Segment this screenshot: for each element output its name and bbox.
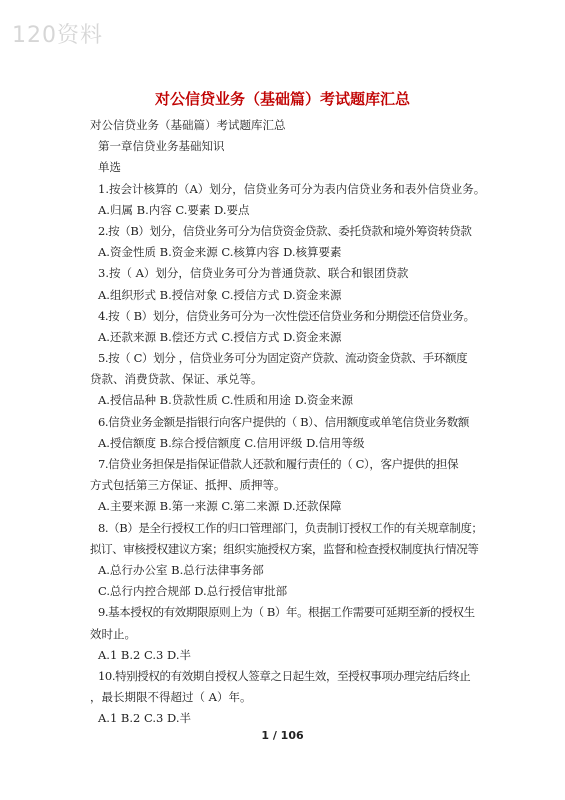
question-7-line-2: 方式包括第三方保证、抵押、质押等。 — [90, 478, 286, 493]
document-title: 对公信贷业务（基础篇）考试题库汇总 — [154, 90, 410, 108]
question-10-line-1: 10.特别授权的有效期自授权人签章之日起生效，至授权事项办理完结后终止 — [98, 668, 471, 683]
subtitle-line: 对公信贷业务（基础篇）考试题库汇总 — [90, 118, 286, 132]
watermark: 120资料 — [12, 23, 103, 48]
document-body — [90, 115, 493, 729]
options-1: A.归属 B.内容 C.要素 D.要点 — [98, 202, 250, 217]
question-2: 2.按（B）划分，信贷业务可分为信贷资金贷款、委托贷款和境外筹资转贷款 — [98, 223, 472, 238]
question-4: 4.按（ B）划分，信贷业务可分为一次性偿还信贷业务和分期偿还信贷业务。 — [98, 308, 475, 323]
options-8-line-1: A.总行办公室 B.总行法律事务部 — [98, 562, 264, 577]
options-8-line-2: C.总行内控合规部 D.总行授信审批部 — [98, 584, 288, 599]
page-number: 1 / 106 — [261, 729, 304, 742]
section-heading: 单选 — [98, 160, 121, 175]
question-9-line-1: 9.基本授权的有效期限原则上为（ B）年。根据工作需要可延期至新的授权生 — [98, 605, 475, 620]
options-3: A.组织形式 B.授信对象 C.授信方式 D.资金来源 — [98, 287, 342, 302]
options-10: A.1 B.2 C.3 D.半 — [98, 711, 191, 726]
question-1: 1.按会计核算的（A）划分，信贷业务可分为表内信贷业务和表外信贷业务。 — [98, 181, 486, 196]
question-8-line-2: 拟订、审核授权建议方案；组织实施授权方案，监督和检查授权制度执行情况等 — [90, 541, 479, 556]
chapter-heading: 第一章信贷业务基础知识 — [98, 139, 225, 154]
question-5-line-1: 5.按（ C）划分 ，信贷业务可分为固定资产贷款、流动资金贷款、手环额度 — [98, 351, 468, 366]
options-9: A.1 B.2 C.3 D.半 — [98, 647, 191, 662]
question-6: 6.信贷业务金额是指银行向客户提供的（ B）、信用额度或单笔信贷业务数额 — [98, 414, 469, 429]
question-9-line-2: 效时止。 — [90, 626, 136, 641]
question-8-line-1: 8.（B）是全行授权工作的归口管理部门，负责制订授权工作的有关规章制度； — [98, 520, 483, 535]
question-10-line-2: ，最长期限不得超过（ A）年。 — [90, 690, 252, 705]
options-4: A.还款来源 B.偿还方式 C.授信方式 D.资金来源 — [98, 329, 342, 344]
question-7-line-1: 7.信贷业务担保是指保证借款人还款和履行责任的（ C），客户提供的担保 — [98, 457, 459, 471]
options-6: A.授信额度 B.综合授信额度 C.信用评级 D.信用等级 — [98, 435, 365, 450]
question-3: 3.按（ A）划分，信贷业务可分为普通贷款、联合和银团贷款 — [98, 266, 409, 281]
options-5: A.授信品种 B.贷款性质 C.性质和用途 D.资金来源 — [98, 393, 354, 408]
options-2: A.资金性质 B.资金来源 C.核算内容 D.核算要素 — [98, 245, 342, 260]
options-7: A.主要来源 B.第一来源 C.第二来源 D.还款保障 — [98, 499, 342, 514]
question-5-line-2: 贷款、消费贷款、保证、承兑等。 — [90, 372, 263, 387]
